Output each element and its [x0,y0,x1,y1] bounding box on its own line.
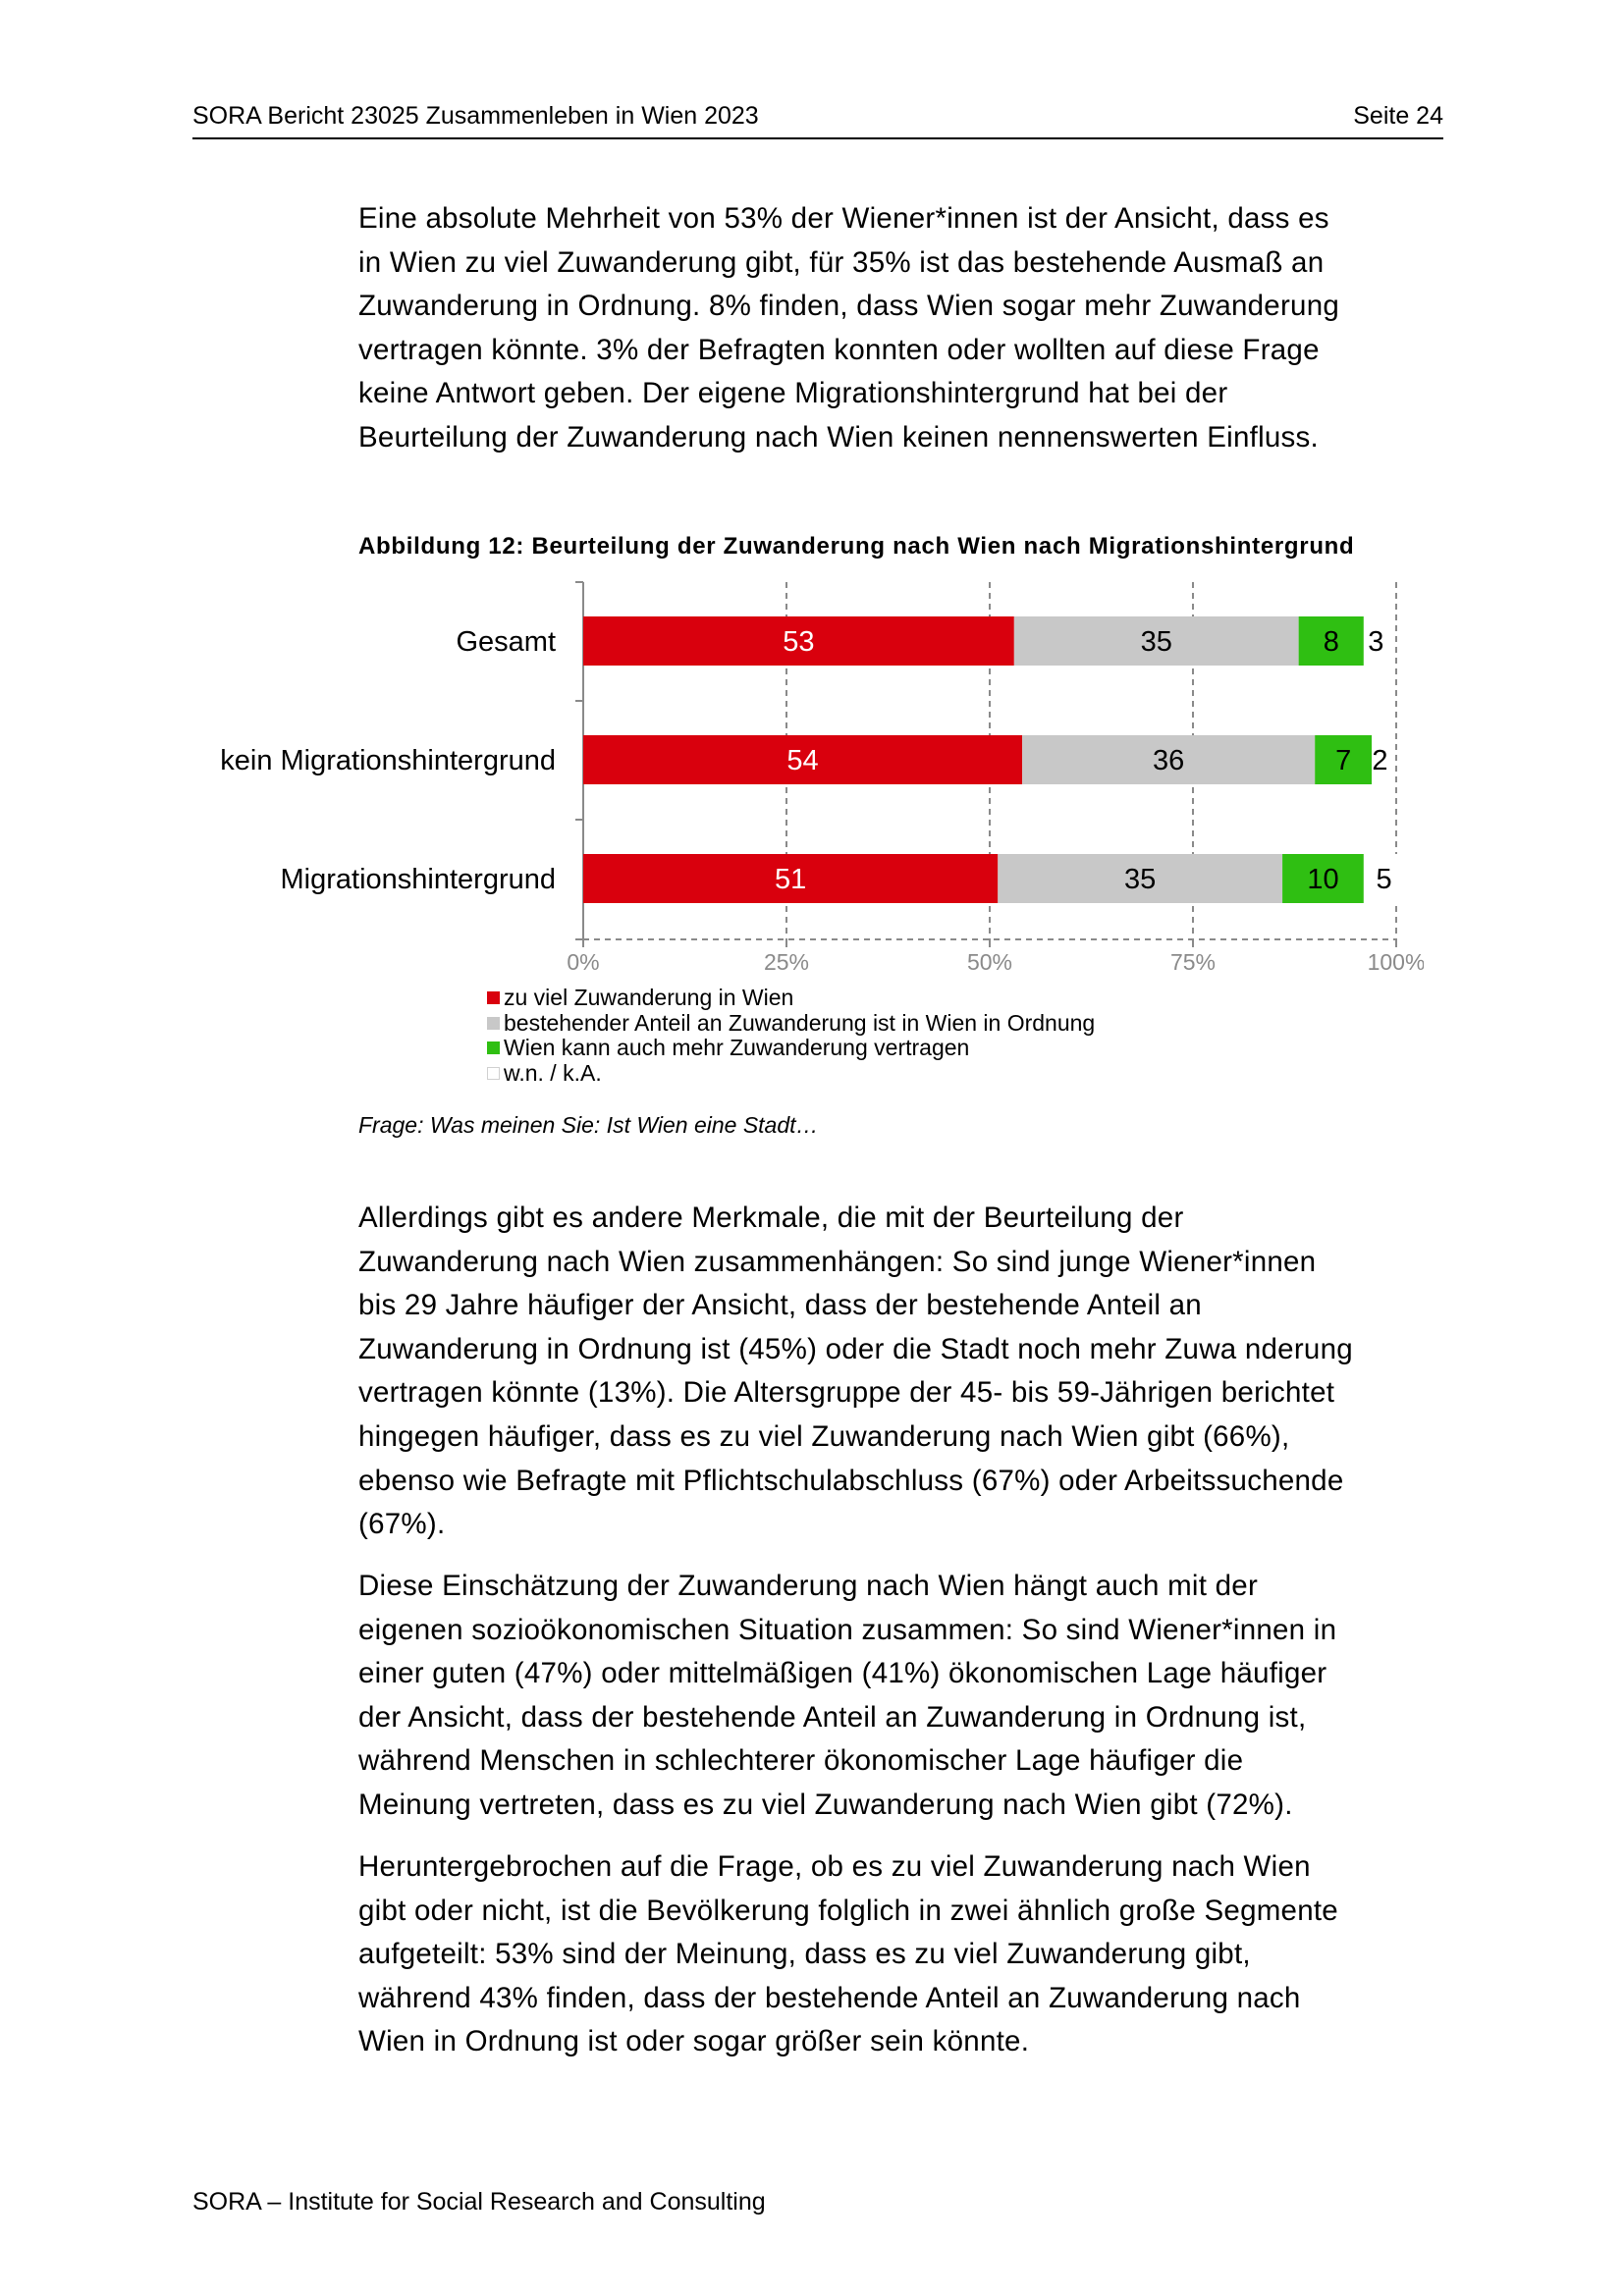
chart-container [187,574,1424,987]
page-number: Seite 24 [1353,102,1443,130]
body-paragraph-3 [358,1845,1448,2064]
legend-item [487,1011,1095,1037]
text-line: während 43% finden, dass der bestehende Anteil an Zuwanderung nach [358,1981,1301,2014]
text-line: Beurteilung der Zuwanderung nach Wien keinen nennenswerten Einfluss. [358,420,1319,454]
legend-item [487,1061,1095,1087]
data-label: 53 [783,626,815,658]
legend-swatch-green [487,1041,500,1054]
category-label: kein Migrationshintergrund [220,745,556,776]
legend-label: bestehender Anteil an Zuwanderung ist in Wien in Ordnung [504,1009,1096,1036]
data-label: 3 [1368,626,1384,658]
figure-title: Abbildung 12: Beurteilung der Zuwanderung nach Wien nach Migrationshintergrund [358,533,1355,560]
legend-item [487,986,1095,1011]
chart-legend [487,986,1095,1086]
text-line: vertragen könnte (13%). Die Altersgruppe der 45- bis 59-Jährigen berichtet [358,1376,1335,1410]
x-tick-label: 75% [1169,949,1217,975]
text-line: keine Antwort geben. Der eigene Migrationshintergrund hat bei der [358,377,1228,410]
text-line: Wien in Ordnung ist oder sogar größer sein könnte. [358,2025,1030,2058]
category-label: Migrationshintergrund [280,864,556,895]
text-line: bis 29 Jahre häufiger der Ansicht, dass der bestehende Anteil an [358,1289,1202,1322]
text-line: Zuwanderung nach Wien zusammenhängen: So sind junge Wiener*innen [358,1245,1317,1278]
data-label: 35 [1140,626,1172,658]
text-line: der Ansicht, dass der bestehende Anteil an Zuwanderung in Ordnung ist, [358,1700,1307,1734]
report-title: SORA Bericht 23025 Zusammenleben in Wien 2023 [192,102,759,130]
text-line: eigenen sozioökonomischen Situation zusammen: So sind Wiener*innen in [358,1613,1337,1646]
text-line: Allerdings gibt es andere Merkmale, die mit der Beurteilung der [358,1201,1184,1234]
x-tick-label: 50% [966,949,1013,975]
x-tick-label: 0% [567,949,600,975]
data-label: 5 [1376,864,1392,895]
text-line: während Menschen in schlechterer ökonomischer Lage häufiger die [358,1744,1244,1778]
data-label: 54 [786,745,819,776]
text-line: Diese Einschätzung der Zuwanderung nach Wien hängt auch mit der [358,1570,1259,1602]
text-line: Zuwanderung in Ordnung ist (45%) oder die Stadt noch mehr Zuwa nderung [358,1332,1353,1365]
legend-item [487,1036,1095,1061]
text-line: aufgeteilt: 53% sind der Meinung, dass es zu viel Zuwanderung gibt, [358,1938,1251,1971]
page-header [192,102,1443,139]
legend-swatch-white [487,1067,500,1080]
legend-swatch-red [487,991,500,1004]
stacked-bar-chart [187,574,1424,987]
text-line: gibt oder nicht, ist die Bevölkerung folglich in zwei ähnlich große Segmente [358,1894,1338,1927]
text-line: einer guten (47%) oder mittelmäßigen (41%) ökonomischen Lage häufiger [358,1657,1327,1690]
data-label: 8 [1323,626,1339,658]
category-label: Gesamt [456,626,556,658]
figure-question: Frage: Was meinen Sie: Ist Wien eine Stadt… [358,1112,819,1138]
text-line: Meinung vertreten, dass es zu viel Zuwanderung nach Wien gibt (72%). [358,1788,1293,1821]
body-paragraph-2 [358,1565,1448,1828]
text-line: in Wien zu viel Zuwanderung gibt, für 35% ist das bestehende Ausmaß an [358,245,1325,279]
data-label: 51 [775,864,807,895]
text-line: vertragen könnte. 3% der Befragten konnten oder wollten auf diese Frage [358,333,1320,366]
text-line: Heruntergebrochen auf die Frage, ob es zu viel Zuwanderung nach Wien [358,1850,1311,1883]
data-label: 35 [1124,864,1157,895]
text-line: hingegen häufiger, dass es zu viel Zuwanderung nach Wien gibt (66%), [358,1419,1290,1453]
legend-label: w.n. / k.A. [504,1059,602,1086]
x-tick-label: 100% [1367,949,1424,975]
legend-label: Wien kann auch mehr Zuwanderung vertragen [504,1035,970,1060]
data-label: 2 [1372,745,1388,776]
page-footer: SORA – Institute for Social Research and Consulting [192,2188,766,2216]
data-label: 36 [1153,745,1185,776]
body-paragraph-1 [358,1197,1448,1547]
text-line: Zuwanderung in Ordnung. 8% finden, dass Wien sogar mehr Zuwanderung [358,290,1340,323]
text-line: Eine absolute Mehrheit von 53% der Wiener*innen ist der Ansicht, dass es [358,202,1329,235]
data-label: 7 [1335,745,1352,776]
legend-label: zu viel Zuwanderung in Wien [504,985,794,1010]
data-label: 10 [1307,864,1339,895]
x-tick-label: 25% [763,949,810,975]
text-line: (67%). [358,1508,446,1541]
legend-swatch-gray [487,1017,500,1030]
text-line: ebenso wie Befragte mit Pflichtschulabschluss (67%) oder Arbeitssuchende [358,1464,1344,1497]
intro-paragraph [358,197,1448,460]
